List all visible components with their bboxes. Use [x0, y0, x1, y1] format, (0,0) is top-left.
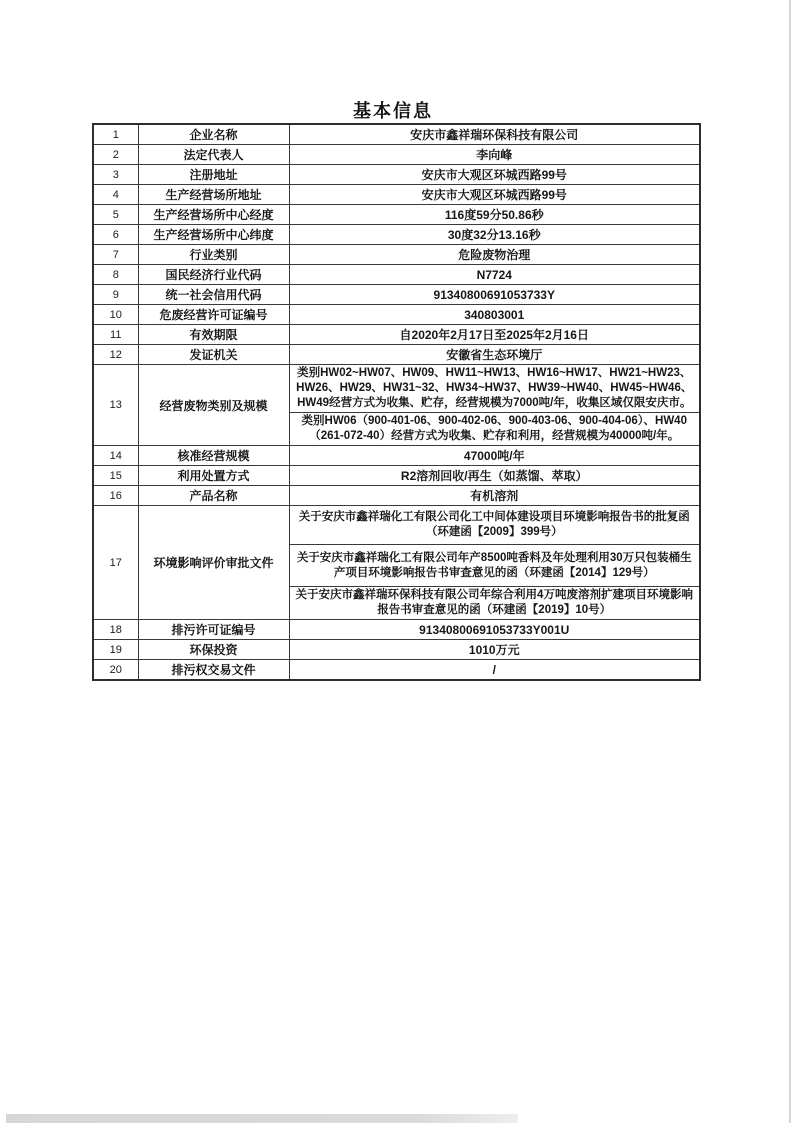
field-value-cell: 91340800691053733Y001U: [289, 620, 700, 640]
row-number-cell: 3: [93, 165, 138, 185]
table-row: [93, 446, 700, 466]
page-scan-edge-bottom: [6, 1114, 518, 1123]
row-number-cell: 6: [93, 225, 138, 245]
table-row: [93, 145, 700, 165]
field-label-cell: 企业名称: [138, 124, 289, 145]
field-label-cell: 统一社会信用代码: [138, 285, 289, 305]
row-number-cell: 13: [93, 365, 138, 446]
field-label-cell: 危废经营许可证编号: [138, 305, 289, 325]
field-label-cell: 注册地址: [138, 165, 289, 185]
table-row: [93, 225, 700, 245]
field-value-cell: 1010万元: [289, 640, 700, 660]
row-number-cell: 9: [93, 285, 138, 305]
field-label-cell: 国民经济行业代码: [138, 265, 289, 285]
row-number-cell: 4: [93, 185, 138, 205]
field-value-cell: R2溶剂回收/再生（如蒸馏、萃取）: [289, 466, 700, 486]
row-number-cell: 20: [93, 660, 138, 681]
field-label-cell: 核准经营规模: [138, 446, 289, 466]
row-number-cell: 14: [93, 446, 138, 466]
row-number-cell: 11: [93, 325, 138, 345]
field-value-cell: 30度32分13.16秒: [289, 225, 700, 245]
table-row: [93, 486, 700, 506]
field-label-cell: 环保投资: [138, 640, 289, 660]
field-label-cell: 有效期限: [138, 325, 289, 345]
field-value-cell: 关于安庆市鑫祥瑞化工有限公司年产8500吨香料及年处理利用30万只包装桶生产项目环境影响报告书审查意见的函（环建函【2014】129号）: [289, 545, 700, 587]
row-number-cell: 1: [93, 124, 138, 145]
table-row: [93, 305, 700, 325]
field-label-cell: 环境影响评价审批文件: [138, 506, 289, 620]
field-value-cell: 安徽省生态环境厅: [289, 345, 700, 365]
table-row: [93, 640, 700, 660]
row-number-cell: 15: [93, 466, 138, 486]
field-value-cell: 有机溶剂: [289, 486, 700, 506]
row-number-cell: 7: [93, 245, 138, 265]
page-scan-edge-right: [789, 0, 791, 1123]
field-value-cell: 类别HW06（900-401-06、900-402-06、900-403-06、900-404-06）、HW40（261-072-40）经营方式为收集、贮存和利用，经营规模为40000吨/年。: [289, 413, 700, 446]
field-value-cell: 危险废物治理: [289, 245, 700, 265]
field-label-cell: 利用处置方式: [138, 466, 289, 486]
row-number-cell: 18: [93, 620, 138, 640]
table-row: [93, 506, 700, 545]
field-value-cell: 116度59分50.86秒: [289, 205, 700, 225]
field-value-cell: 340803001: [289, 305, 700, 325]
field-value-cell: 关于安庆市鑫祥瑞环保科技有限公司年综合利用4万吨废溶剂扩建项目环境影响报告书审查意见的函（环建函【2019】10号）: [289, 587, 700, 620]
table-row: [93, 265, 700, 285]
table-row: [93, 165, 700, 185]
field-value-cell: 自2020年2月17日至2025年2月16日: [289, 325, 700, 345]
row-number-cell: 16: [93, 486, 138, 506]
field-label-cell: 生产经营场所中心经度: [138, 205, 289, 225]
field-value-cell: N7724: [289, 265, 700, 285]
field-label-cell: 排污权交易文件: [138, 660, 289, 681]
field-label-cell: 经营废物类别及规模: [138, 365, 289, 446]
table-row: [93, 660, 700, 681]
row-number-cell: 5: [93, 205, 138, 225]
page-title: 基本信息: [353, 101, 433, 121]
table-row: [93, 620, 700, 640]
table-row: [93, 466, 700, 486]
field-label-cell: 法定代表人: [138, 145, 289, 165]
table-row: [93, 365, 700, 413]
row-number-cell: 17: [93, 506, 138, 620]
field-value-cell: 类别HW02~HW07、HW09、HW11~HW13、HW16~HW17、HW21~HW23、HW26、HW29、HW31~32、HW34~HW37、HW39~HW40、HW45~HW46、HW49经营方式为收集、贮存，经营规模为7000吨/年，收集区域仅限安庆市。: [289, 365, 700, 413]
field-label-cell: 排污许可证编号: [138, 620, 289, 640]
field-value-cell: 安庆市鑫祥瑞环保科技有限公司: [289, 124, 700, 145]
field-value-cell: 安庆市大观区环城西路99号: [289, 165, 700, 185]
table-row: [93, 285, 700, 305]
field-label-cell: 行业类别: [138, 245, 289, 265]
field-value-cell: /: [289, 660, 700, 681]
table-row: [93, 185, 700, 205]
table-row: [93, 205, 700, 225]
field-value-cell: 91340800691053733Y: [289, 285, 700, 305]
field-label-cell: 生产经营场所中心纬度: [138, 225, 289, 245]
table-row: [93, 325, 700, 345]
table-row: [93, 124, 700, 145]
row-number-cell: 12: [93, 345, 138, 365]
field-label-cell: 产品名称: [138, 486, 289, 506]
row-number-cell: 19: [93, 640, 138, 660]
field-label-cell: 生产经营场所地址: [138, 185, 289, 205]
table-row: [93, 245, 700, 265]
row-number-cell: 8: [93, 265, 138, 285]
table-row: [93, 345, 700, 365]
row-number-cell: 2: [93, 145, 138, 165]
field-value-cell: 关于安庆市鑫祥瑞化工有限公司化工中间体建设项目环境影响报告书的批复函（环建函【2009】399号）: [289, 506, 700, 545]
field-value-cell: 安庆市大观区环城西路99号: [289, 185, 700, 205]
basic-info-table: [92, 123, 701, 681]
field-value-cell: 47000吨/年: [289, 446, 700, 466]
field-value-cell: 李向峰: [289, 145, 700, 165]
field-label-cell: 发证机关: [138, 345, 289, 365]
row-number-cell: 10: [93, 305, 138, 325]
